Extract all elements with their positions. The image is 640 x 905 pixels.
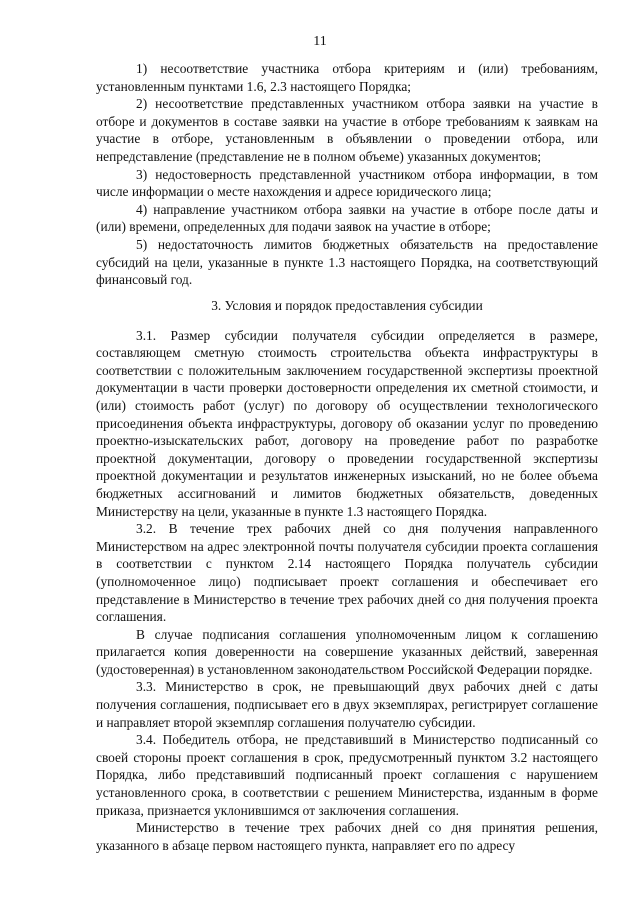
page-number: 11 — [313, 34, 327, 49]
list-item: 5) недостаточность лимитов бюджетных обязательств на предоставление субсидий на цели, указанные в пункте 1.3 настоящего Порядка, на соответствующий финансовый год. — [96, 236, 598, 288]
paragraph: 3.2. В течение трех рабочих дней со дня получения направленного Министерством на адрес электронной почты получателя субсидии проекта соглашения в соответствии с пунктом 2.14 настоящего Порядка получатель субсидии (уполномоченное лицо) подписывает проект соглашения и обеспечивает его представление в Министерство в течение трех рабочих дней со дня получения проекта соглашения. — [96, 521, 598, 625]
list-item: 4) направление участником отбора заявки на участие в отборе после даты и (или) времени, определенных для подачи заявок на участие в отборе; — [96, 201, 598, 235]
section-heading: 3. Условия и порядок предоставления субсидии — [211, 298, 483, 313]
list-item: 2) несоответствие представленных участником отбора заявки на участие в отборе и документов в составе заявки на участие в отборе требованиям к заявкам на участие в отборе, установленным в объявлении о проведении отбора, или непредставление (представление не в полном объеме) указанных документов; — [96, 96, 598, 164]
paragraph: 3.1. Размер субсидии получателя субсидии определяется в размере, составляющем сметную стоимость строительства объекта инфраструктуры в соответствии с положительным заключением государственной экспертизы проектной документации в части проверки достоверности определения их сметной стоимости, и (или) стоимость работ (услуг) по договору об осуществлении технологического присоединения объекта инфраструктуры, договору об оказании услуг по проведению проектно-изыскательских работ, договору на проведение работ по разработке проектной документации, договору о проведении государственной экспертизы проектной документации и результатов инженерных изысканий, но не более объема бюджетных ассигнований и лимитов бюджетных обязательств, доведенных Министерству на цели, указанные в пункте 1.3 настоящего Порядка. — [96, 327, 598, 519]
paragraph: В случае подписания соглашения уполномоченным лицом к соглашению прилагается копия доверенности на совершение указанных действий, заверенная (удостоверенная) в установленном законодательством Российской Федерации порядке. — [96, 626, 598, 677]
list-item: 3) недостоверность представленной участником отбора информации, в том числе информации о месте нахождения и адресе юридического лица; — [96, 166, 598, 200]
paragraph: 3.4. Победитель отбора, не представивший в Министерство подписанный со своей стороны проект соглашения в срок, предусмотренный пунктом 3.2 настоящего Порядка, либо представивший подписанный проект соглашения с нарушением установленного срока, в соответствии с решением Министерства, изданным в форме приказа, признается уклонившимся от заключения соглашения. — [96, 732, 598, 818]
paragraph: 3.3. Министерство в срок, не превышающий двух рабочих дней с даты получения соглашения, подписывает его в двух экземплярах, регистрирует соглашение и направляет второй экземпляр соглашения получателю субсидии. — [96, 679, 598, 730]
list-item: 1) несоответствие участника отбора критериям и (или) требованиям, установленным пунктами 1.6, 2.3 настоящего Порядка; — [96, 61, 598, 94]
list-block — [96, 60, 598, 289]
paragraph: Министерство в течение трех рабочих дней со дня принятия решения, указанного в абзаце первом настоящего пункта, направляет его по адресу — [96, 820, 598, 853]
section-block — [96, 283, 598, 854]
